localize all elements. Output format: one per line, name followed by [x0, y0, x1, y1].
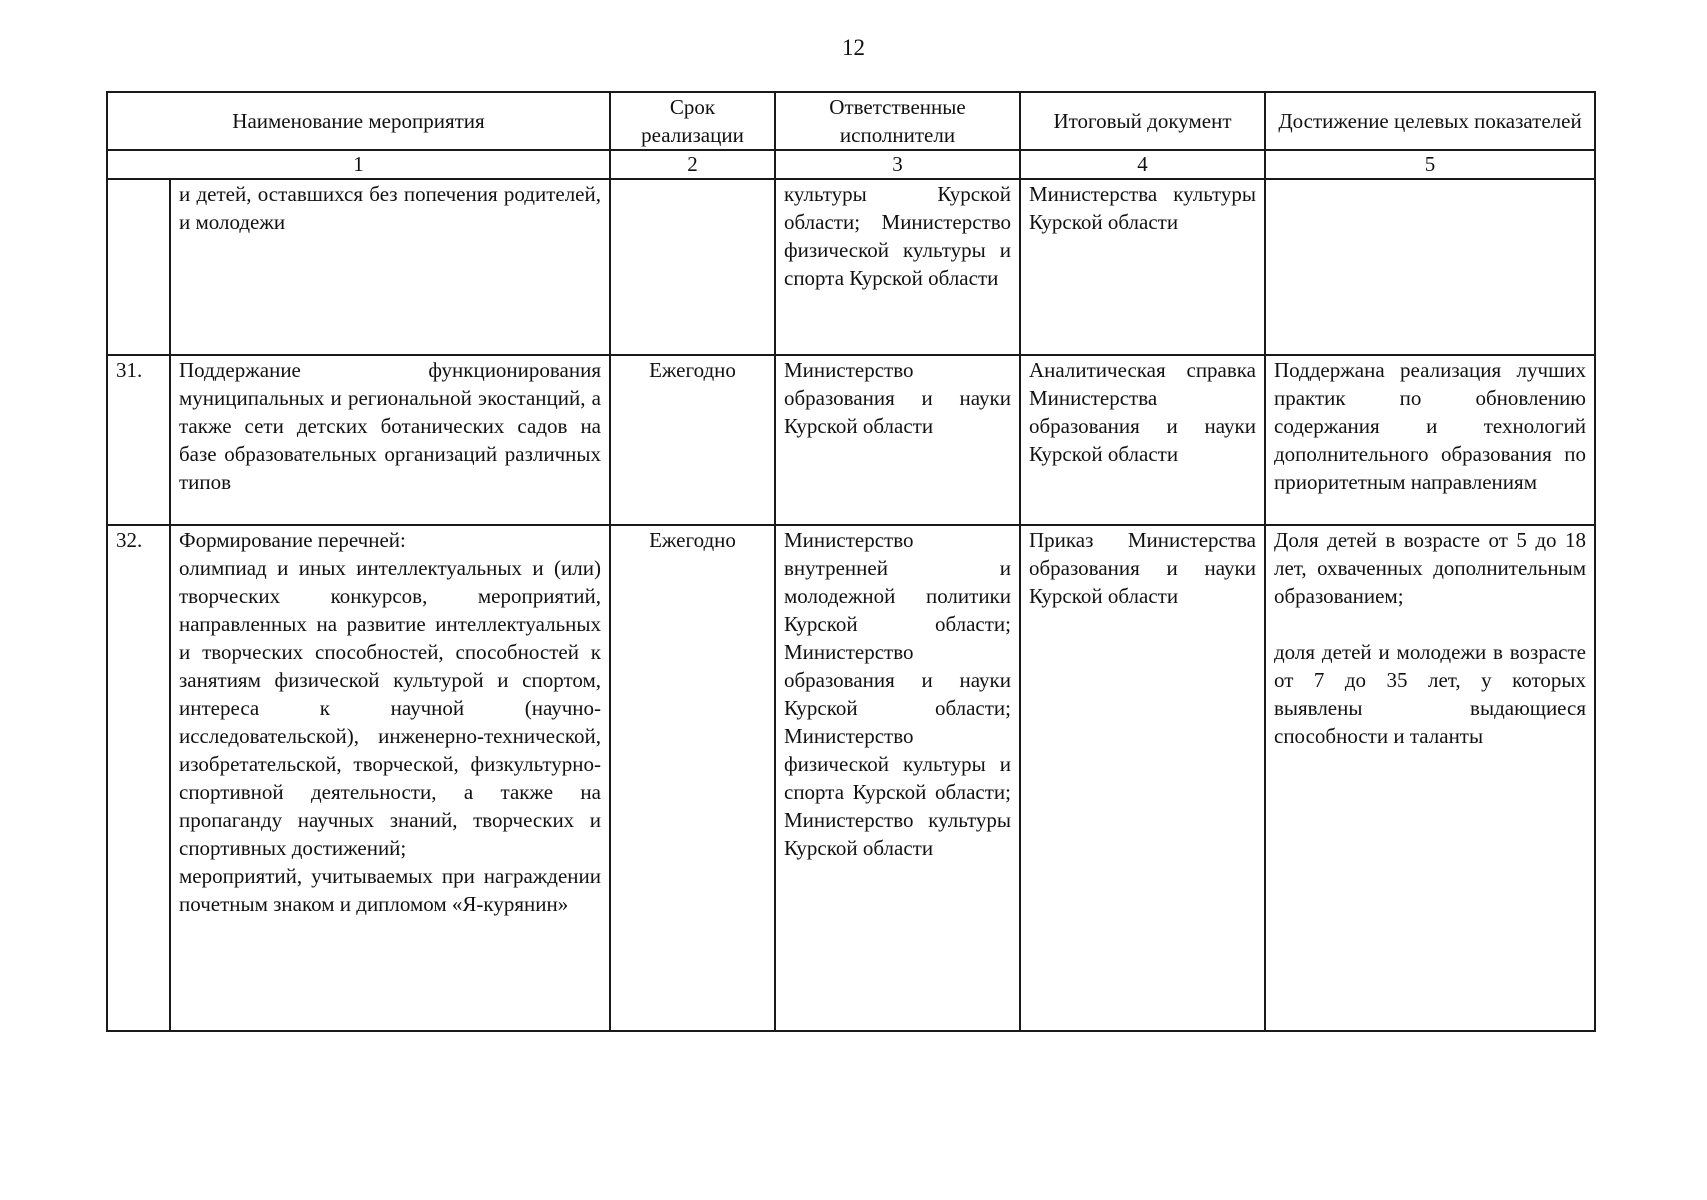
event-name — [170, 525, 610, 1031]
column-number: 1 — [107, 150, 610, 179]
period — [610, 179, 775, 355]
column-number: 5 — [1265, 150, 1595, 179]
header-final-document: Итоговый документ — [1020, 92, 1265, 150]
event-name: Поддержание функционирования муниципальных и региональной экостанций, а также сети детских ботанических садов на базе образовательных организаций различных типов — [170, 355, 610, 525]
header-executors: Ответственные исполнители — [775, 92, 1020, 150]
table-row-31 — [107, 355, 1595, 525]
event-name-item: олимпиад и иных интеллектуальных и (или) творческих конкурсов, мероприятий, направленных на развитие интеллектуальных и творческих способностей, способностей к занятиям физической культурой и спортом, интереса к научной (научно-исследовательской), инженерно-технической, изобретательской, творческой, физкультурно-спортивной деятельности, а также на пропаганду научных знаний, творческих и спортивных достижений; — [179, 556, 601, 860]
paragraph-gap — [1274, 610, 1586, 638]
column-number-row — [107, 150, 1595, 179]
header-event-name: Наименование мероприятия — [107, 92, 610, 150]
column-number: 4 — [1020, 150, 1265, 179]
executor: Министерство образования и науки Курской области; — [784, 640, 1011, 720]
executors — [775, 525, 1020, 1031]
column-number: 3 — [775, 150, 1020, 179]
executor: Министерство внутренней и молодежной политики Курской области; — [784, 528, 1011, 636]
period: Ежегодно — [610, 355, 775, 525]
header-target-indicators: Достижение целевых показателей — [1265, 92, 1595, 150]
period: Ежегодно — [610, 525, 775, 1031]
row-number: 32. — [107, 525, 170, 1031]
column-number: 2 — [610, 150, 775, 179]
table-row-continued — [107, 179, 1595, 355]
executors: культуры Курской области; Министерство физической культуры и спорта Курской области — [775, 179, 1020, 355]
final-document: Аналитическая справка Министерства образования и науки Курской области — [1020, 355, 1265, 525]
target-indicator: доля детей и молодежи в возрасте от 7 до 35 лет, у которых выявлены выдающиеся способности и таланты — [1274, 640, 1586, 748]
final-document: Приказ Министерства образования и науки Курской области — [1020, 525, 1265, 1031]
target-indicators — [1265, 179, 1595, 355]
event-name: и детей, оставшихся без попечения родителей, и молодежи — [170, 179, 610, 355]
page-number: 12 — [842, 35, 865, 60]
target-indicator: Доля детей в возрасте от 5 до 18 лет, охваченных дополнительным образованием; — [1274, 528, 1586, 608]
event-name-item: мероприятий, учитываемых при награждении почетным знаком и дипломом «Я-курянин» — [179, 864, 601, 916]
executors: Министерство образования и науки Курской области — [775, 355, 1020, 525]
row-number: 31. — [107, 355, 170, 525]
action-plan-table — [106, 91, 1596, 1032]
executor: Министерство культуры Курской области — [784, 808, 1011, 860]
target-indicators: Поддержана реализация лучших практик по обновлению содержания и технологий дополнительного образования по приоритетным направлениям — [1265, 355, 1595, 525]
final-document: Министерства культуры Курской области — [1020, 179, 1265, 355]
table-row-32 — [107, 525, 1595, 1031]
target-indicators — [1265, 525, 1595, 1031]
executor: Министерство физической культуры и спорта Курской области; — [784, 724, 1011, 804]
row-number — [107, 179, 170, 355]
table-header-row — [107, 92, 1595, 150]
header-period: Срок реализации — [610, 92, 775, 150]
event-name-intro: Формирование перечней: — [179, 528, 406, 552]
